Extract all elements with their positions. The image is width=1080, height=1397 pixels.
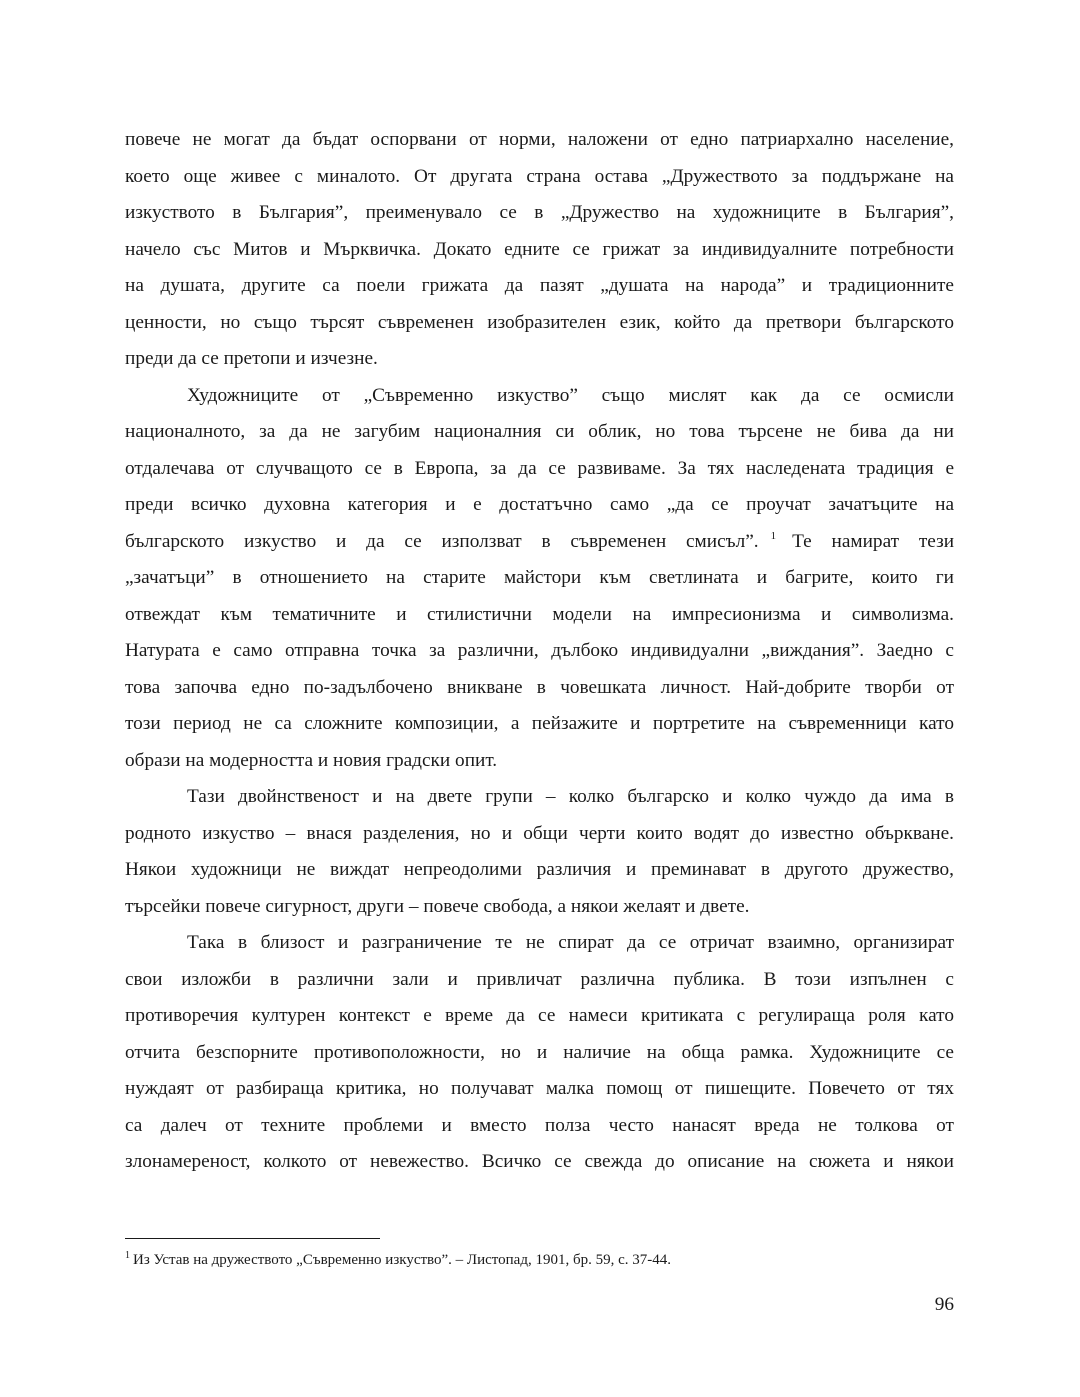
text-line: Така в близост и разграничение те не спират да се отричат взаимно, организират [187,932,954,953]
text-line: това започва едно по-задълбочено вникване в човешката личност. Най-добрите творби от [125,676,954,698]
text-fragment: българското изкуство и да се използват в съвременен смисъл”. [125,530,759,552]
footnote [125,1250,671,1270]
footnote-text: Из Устав на дружеството „Съвременно изкуство”. – Листопад, 1901, бр. 59, с. 37-44. [133,1252,671,1268]
text-line: което още живее с миналото. От другата страна остава „Дружеството за поддържане на [125,165,954,187]
text-line: Тази двойнственост и на двете групи – колко българско и колко чуждо да има в [187,786,954,807]
body-text [125,122,954,1181]
text-line: нуждаят от разбираща критика, но получават малка помощ от пишещите. Повечето от тях [125,1078,954,1099]
footnote-separator [125,1238,380,1239]
text-line: преди да се претопи и изчезне. [125,348,378,369]
text-line: преди всичко духовна категория и е достатъчно само „да се проучат зачатъците на [125,494,954,515]
text-line: злонамереност, колкото от невежество. Всичко се свежда до описание на сюжета и някои [125,1151,954,1172]
text-line: Натурата е само отправна точка за различни, дълбоко индивидуални „виждания”. Заедно с [125,640,954,661]
text-line: са далеч от техните проблеми и вместо полза често нанасят вреда не толкова от [125,1114,954,1136]
text-line: ценности, но също търсят съвременен изобразителен език, който да претвори българското [125,311,954,333]
text-line: изкуството в България”, преименувало се в „Дружество на художниците в България”, [125,202,954,223]
text-line: повече не могат да бъдат оспорвани от норми, наложени от едно патриархално население, [125,129,954,150]
text-line-with-footnote [125,524,954,561]
text-line: образи на модерността и новия градски опит. [125,749,498,771]
text-line: търсейки повече сигурност, други – повече свобода, а някои желаят и двете. [125,895,750,917]
text-line: Художниците от „Съвременно изкуство” също мислят как да се осмисли [187,384,954,406]
text-line: отдалечава от случващото се в Европа, за да се развиваме. За тях наследената традиция е [125,457,954,479]
text-line: националното, за да не загубим националния си облик, но това търсене не бива да ни [125,421,954,442]
footnote-mark: 1 [125,1250,130,1261]
footnote-reference[interactable]: 1 [770,529,777,542]
text-line: родното изкуство – внася разделения, но и общи черти които водят до известно объркване. [125,822,954,844]
text-line: противоречия културен контекст е време да се намеси критиката с регулираща роля като [125,1005,954,1026]
text-line: отчита безспорните противоположности, но и наличие на обща рамка. Художниците се [125,1041,954,1063]
page-number: 96 [934,1294,954,1315]
text-line: този период не са сложните композиции, а пейзажите и портретите на съвременници като [125,713,954,734]
text-line: „зачатъци” в отношението на старите майстори към светлината и багрите, които ги [125,567,954,588]
text-line: на душата, другите са поели грижата да пазят „душата на народа” и традиционните [125,275,954,296]
text-line: отвеждат към тематичните и стилистични модели на импресионизма и символизма. [125,603,954,625]
text-fragment: Те намират тези [792,530,955,552]
text-line: начело със Митов и Мърквичка. Докато едните се грижат за индивидуалните потребности [125,238,954,260]
text-line: Някои художници не виждат непреодолими различия и преминават в другото дружество, [125,859,954,880]
text-line: свои изложби в различни зали и привличат различна публика. В този изпълнен с [125,968,954,990]
